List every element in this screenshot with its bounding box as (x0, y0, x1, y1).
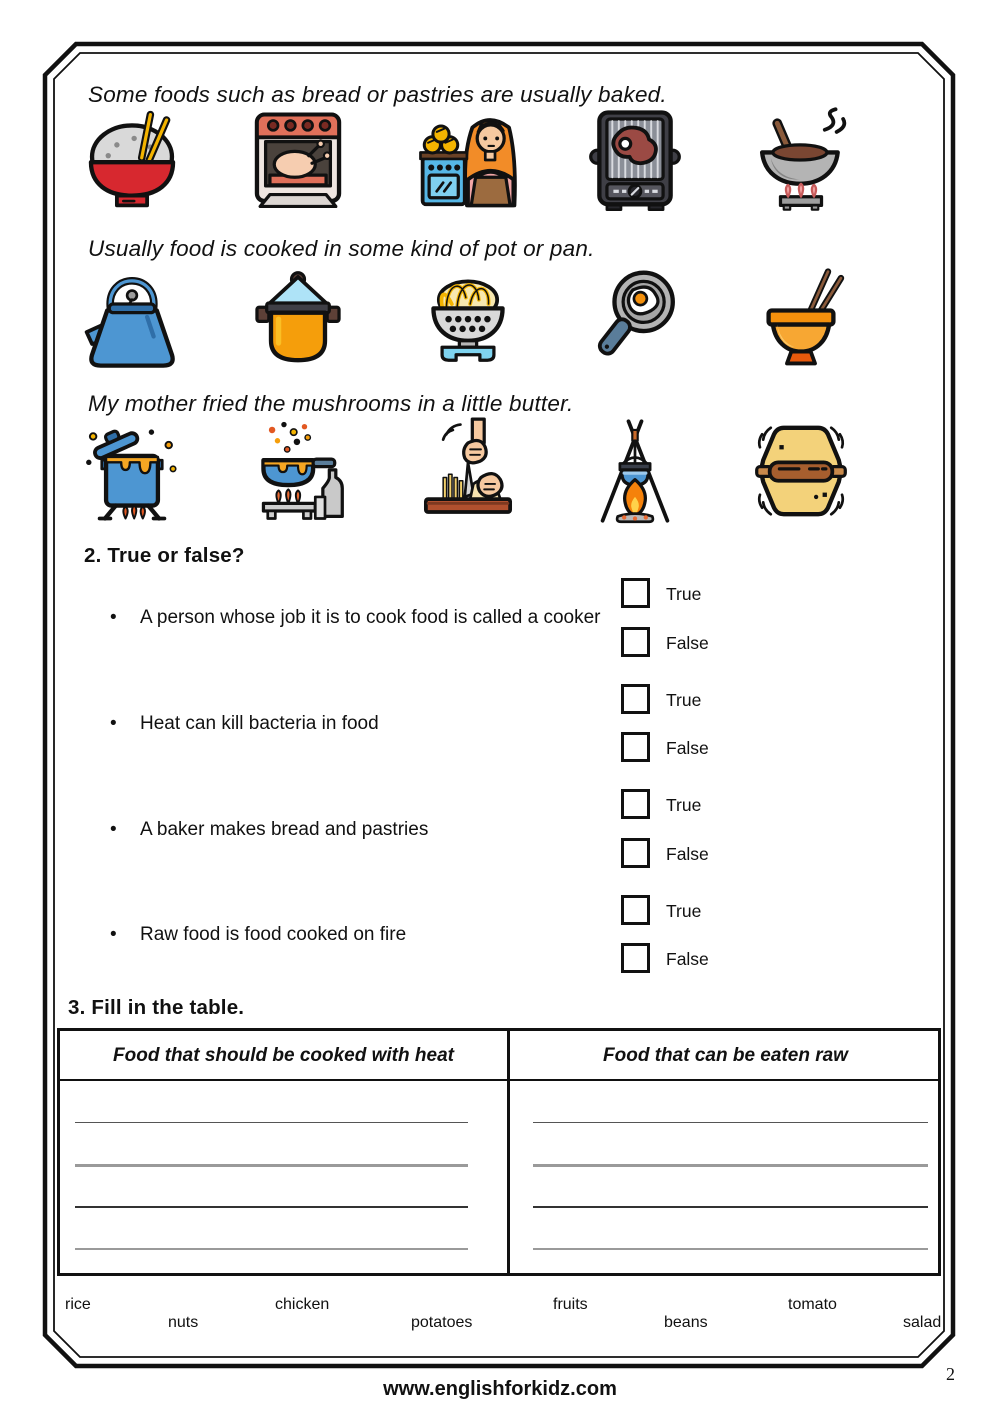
sentence-pot-pan: Usually food is cooked in some kind of pot or pan. (88, 236, 595, 261)
table-column-header-cooked: Food that should be cooked with heat (113, 1045, 454, 1066)
hands-chopping-food-icon (413, 417, 523, 525)
footer-website-url: www.englishforkidz.com (383, 1378, 617, 1400)
answer-line[interactable] (75, 1122, 468, 1123)
true-label-1: True (666, 584, 702, 604)
page-number: 2 (946, 1364, 955, 1384)
fill-in-table (57, 1028, 941, 1276)
true-checkbox-2[interactable] (621, 684, 650, 714)
true-label-4: True (666, 901, 702, 921)
false-checkbox-3[interactable] (621, 838, 650, 868)
truefalse-statement-2: • Heat can kill bacteria in food (140, 713, 379, 735)
true-label-3: True (666, 795, 702, 815)
answer-line[interactable] (75, 1248, 468, 1250)
splattering-pan-on-fire-icon (243, 417, 353, 525)
wordbank-chicken: chicken (275, 1296, 330, 1313)
truefalse-statement-3: • A baker makes bread and pastries (140, 819, 428, 841)
sentence-fried: My mother fried the mushrooms in a little butter. (88, 391, 574, 416)
answer-line[interactable] (533, 1206, 928, 1208)
false-checkbox-1[interactable] (621, 627, 650, 657)
false-label-1: False (666, 633, 709, 653)
dough-rolling-pin-icon (746, 417, 856, 525)
false-label-4: False (666, 949, 709, 969)
answer-line[interactable] (75, 1164, 468, 1167)
pot-with-lid-icon (243, 263, 353, 371)
table-heading: 3. Fill in the table. (68, 996, 245, 1019)
true-checkbox-1[interactable] (621, 578, 650, 608)
wordbank-fruits: fruits (553, 1296, 588, 1313)
kettle-icon (77, 263, 187, 371)
wordbank-rice: rice (65, 1296, 91, 1313)
truefalse-statement-1: • A person whose job it is to cook food is called a cooker (140, 607, 600, 629)
bowl-with-chopsticks-icon (746, 263, 856, 371)
boiling-pot-on-fire-icon (77, 417, 187, 525)
answer-line[interactable] (75, 1206, 468, 1208)
electric-grill-steak-icon (580, 106, 690, 214)
wordbank-potatoes: potatoes (411, 1314, 473, 1331)
answer-line[interactable] (533, 1122, 928, 1123)
wordbank-salad: salad (903, 1314, 942, 1331)
colander-spaghetti-icon (413, 263, 523, 371)
answer-line[interactable] (533, 1164, 928, 1167)
true-checkbox-4[interactable] (621, 895, 650, 925)
wordbank-nuts: nuts (168, 1314, 199, 1331)
false-label-2: False (666, 738, 709, 758)
true-checkbox-3[interactable] (621, 789, 650, 819)
rice-bowl-icon (77, 106, 187, 214)
truefalse-heading: 2. True or false? (84, 544, 245, 567)
false-checkbox-4[interactable] (621, 943, 650, 973)
oven-roast-turkey-icon (243, 106, 353, 214)
table-column-header-raw: Food that can be eaten raw (603, 1045, 848, 1066)
frying-pan-egg-icon (580, 263, 690, 371)
wok-on-stove-steam-icon (746, 106, 856, 214)
campfire-tripod-pot-icon (580, 417, 690, 525)
wordbank-tomato: tomato (788, 1296, 837, 1313)
answer-line[interactable] (533, 1248, 928, 1250)
false-label-3: False (666, 844, 709, 864)
wordbank-beans: beans (664, 1314, 708, 1331)
true-label-2: True (666, 690, 702, 710)
baker-woman-with-oven-icon (413, 106, 523, 214)
truefalse-statement-4: • Raw food is food cooked on fire (140, 924, 406, 946)
false-checkbox-2[interactable] (621, 732, 650, 762)
sentence-baked: Some foods such as bread or pastries are usually baked. (88, 82, 667, 107)
